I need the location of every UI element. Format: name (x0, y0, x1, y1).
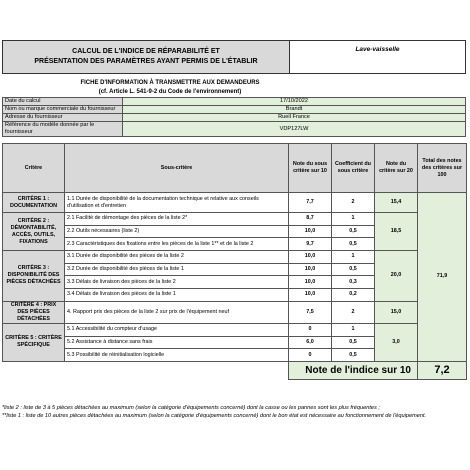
footnote-2: **liste 1 : liste de 10 autres pièces détachées au maximum (selon la catégorie d'équipements concerné) dont le bon état est nécessaire au fonctionnement de l'équipement. (2, 413, 427, 419)
sub-criterion-note: 10,0 (289, 225, 332, 238)
title-line-2: PRÉSENTATION DES PARAMÈTRES AYANT PERMIS DE L'ÉTABLIR (34, 58, 258, 65)
sub-criterion-label: 3.1 Durée de disponibilité des pièces de la liste 2 (65, 251, 289, 264)
criterion-5-score: 3,0 (375, 323, 418, 361)
sub-criterion-coef: 1 (332, 323, 375, 336)
final-score-value: 7,2 (418, 361, 467, 379)
sub-criterion-label: 5.1 Accessibilité du compteur d'usage (65, 323, 289, 336)
criterion-3: CRITÈRE 3 : DISPONIBILITÉ DES PIÈCES DÉTACHÉES (3, 251, 65, 302)
table-row (3, 323, 467, 336)
sub-criterion-label: 5.3 Possibilité de réinitialisation logicielle (65, 349, 289, 362)
sub-criterion-coef: 0,2 (332, 289, 375, 302)
sub-criterion-label: 2.1 Facilité de démontage des pièces de la liste 2* (65, 213, 289, 226)
criterion-3-score: 20,0 (375, 251, 418, 302)
sheet-header (2, 40, 466, 74)
col-header-note10: Note du sous critère sur 10 (289, 144, 332, 193)
info-label: Adresse du fournisseur (3, 114, 123, 122)
criterion-1-score: 15,4 (375, 193, 418, 213)
criterion-5: CRITÈRE 5 : CRITÈRE SPÉCIFIQUE (3, 323, 65, 361)
sub-criterion-coef: 1 (332, 213, 375, 226)
sub-criterion-note: 10,0 (289, 289, 332, 302)
sub-criterion-coef: 2 (332, 193, 375, 213)
sub-criterion-label: 3.4 Délais de livraison des pièces de la liste 1 (65, 289, 289, 302)
info-value: Rueil France (123, 114, 466, 122)
sheet-subtitle (0, 79, 340, 97)
subtitle-line-1: FICHE D'INFORMATION À TRANSMETTRE AUX DEMANDEURS (80, 80, 260, 86)
sub-criterion-label: 3.2 Durée de disponibilité des pièces de la liste 1 (65, 263, 289, 276)
sub-criterion-coef: 0,5 (332, 225, 375, 238)
info-label: Nom ou marque commerciale du fournisseur (3, 106, 123, 114)
criterion-1: CRITÈRE 1 : DOCUMENTATION (3, 193, 65, 213)
total-score: 71,9 (418, 193, 467, 362)
criterion-4: CRITÈRE 4 : PRIX DES PIÈCES DÉTACHÉES (3, 301, 65, 323)
sub-criterion-coef: 2 (332, 301, 375, 323)
sub-criterion-note: 6,0 (289, 336, 332, 349)
sub-criterion-note: 10,0 (289, 263, 332, 276)
info-row (3, 98, 466, 106)
sub-criterion-note: 10,0 (289, 251, 332, 264)
footnotes (2, 404, 466, 420)
sub-criterion-coef: 0,5 (332, 336, 375, 349)
col-header-sous-critere: Sous-critère (65, 144, 289, 193)
info-value: 17/10/2022 (123, 98, 466, 106)
sub-criterion-label: 2.2 Outils nécessaires (liste 2) (65, 225, 289, 238)
info-row (3, 114, 466, 122)
sub-criterion-note: 8,7 (289, 213, 332, 226)
info-value: Brandt (123, 106, 466, 114)
sub-criterion-coef: 1 (332, 251, 375, 264)
sub-criterion-note: 10,0 (289, 276, 332, 289)
sub-criterion-note: 0 (289, 349, 332, 362)
sub-criterion-note: 9,7 (289, 238, 332, 251)
table-row (3, 301, 467, 323)
sub-criterion-label: 1.1 Durée de disponibilité de la documentation technique et relative aux conseils d'utilisation et d'entretien (65, 193, 289, 213)
info-row (3, 122, 466, 137)
col-header-note20: Note du critère sur 20 (375, 144, 418, 193)
sub-criterion-coef: 0,3 (332, 276, 375, 289)
info-label: Référence du modèle donnée par le fournisseur (3, 122, 123, 137)
sub-criterion-coef: 0,5 (332, 238, 375, 251)
final-spacer (3, 361, 289, 379)
sub-criterion-coef: 0,5 (332, 263, 375, 276)
info-row (3, 106, 466, 114)
supplier-info-table (2, 97, 466, 137)
sub-criterion-note: 0 (289, 323, 332, 336)
criterion-4-score: 15,0 (375, 301, 418, 323)
final-score-row (3, 361, 467, 379)
sub-criterion-coef: 0,5 (332, 349, 375, 362)
sub-criterion-note: 7,5 (289, 301, 332, 323)
footnote-1: *liste 2 : liste de 3 à 5 pièces détachées au maximum (selon la catégorie d'équipements concerné) dont la casse ou les pannes sont les plus fréquentes ; (2, 405, 380, 411)
final-score-label: Note de l'indice sur 10 (289, 361, 418, 379)
sub-criterion-label: 4. Rapport prix des pièces de la liste 2 sur prix de l'équipement neuf (65, 301, 289, 323)
col-header-critere: Critère (3, 144, 65, 193)
sheet-title (2, 40, 290, 74)
product-type: Lave-vaisselle (290, 40, 466, 74)
title-line-1: CALCUL DE L'INDICE DE RÉPARABILITÉ ET (72, 48, 220, 55)
table-row (3, 193, 467, 213)
subtitle-line-2: (cf. Article L. 541-9-2 du Code de l'environnement) (98, 89, 242, 95)
table-row (3, 251, 467, 264)
sub-criterion-label: 2.3 Caractéristiques des fixations entre les pièces de la liste 1** et de la liste 2 (65, 238, 289, 251)
table-row (3, 213, 467, 226)
score-table (2, 143, 467, 380)
sub-criterion-note: 7,7 (289, 193, 332, 213)
criterion-2: CRITÈRE 2 : DÉMONTABILITÉ, ACCÈS, OUTILS, FIXATIONS (3, 213, 65, 251)
info-label: Date du calcul (3, 98, 123, 106)
sub-criterion-label: 3.3 Délais de livraison des pièces de la liste 2 (65, 276, 289, 289)
col-header-coef: Coefficient du sous critère (332, 144, 375, 193)
sub-criterion-label: 5.2 Assistance à distance sans frais (65, 336, 289, 349)
col-header-total: Total des notes des critères sur 100 (418, 144, 467, 193)
criterion-2-score: 18,5 (375, 213, 418, 251)
score-table-header (3, 144, 467, 193)
info-value: VDP127LW (123, 122, 466, 137)
